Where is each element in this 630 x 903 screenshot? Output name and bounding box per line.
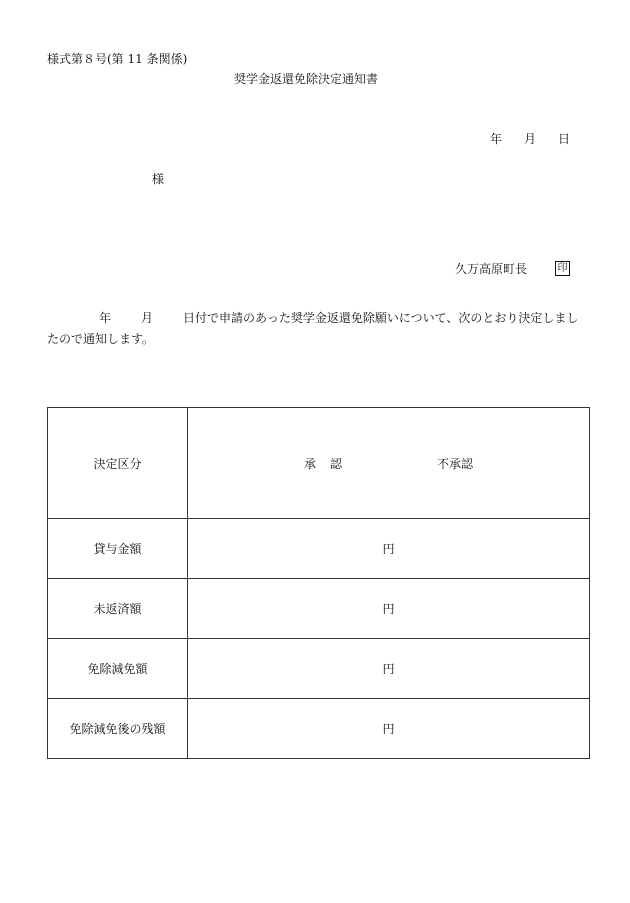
decision-table xyxy=(47,407,590,759)
seal-mark: 印 xyxy=(555,261,570,276)
table-row xyxy=(48,579,590,639)
issuer-name: 久万高原町長 xyxy=(455,262,528,276)
decision-label: 決定区分 xyxy=(48,408,188,519)
table-row xyxy=(48,699,590,759)
row-value-loan-amount: 円 xyxy=(188,519,590,579)
row-label-unpaid-amount: 未返済額 xyxy=(48,579,188,639)
form-number: 様式第８号(第 11 条関係) xyxy=(47,52,188,66)
date-month: 月 xyxy=(524,132,537,146)
body-month: 月 xyxy=(141,311,154,325)
reject-option: 不承認 xyxy=(437,456,474,471)
approve-char-2: 認 xyxy=(329,456,342,471)
decision-options xyxy=(304,455,473,472)
row-value-exemption-amount: 円 xyxy=(188,639,590,699)
row-label-exemption-amount: 免除減免額 xyxy=(48,639,188,699)
addressee-honorific: 様 xyxy=(152,172,165,186)
row-label-loan-amount: 貸与金額 xyxy=(48,519,188,579)
row-label-remaining-balance: 免除減免後の残額 xyxy=(48,699,188,759)
date-line xyxy=(490,130,570,147)
notice-body xyxy=(47,308,587,350)
decision-options-cell xyxy=(188,408,590,519)
table-row xyxy=(48,639,590,699)
table-row xyxy=(48,519,590,579)
body-year: 年 xyxy=(99,311,112,325)
date-year: 年 xyxy=(490,132,503,146)
row-value-unpaid-amount: 円 xyxy=(188,579,590,639)
document-title: 奨学金返還免除決定通知書 xyxy=(234,72,379,86)
body-text: 日付で申請のあった奨学金返還免除願いについて、次のとおり決定しましたので通知します。 xyxy=(47,311,579,346)
decision-row xyxy=(48,408,590,519)
row-value-remaining-balance: 円 xyxy=(188,699,590,759)
date-day: 日 xyxy=(558,132,571,146)
approve-char-1: 承 xyxy=(303,456,316,471)
issuer xyxy=(455,260,570,277)
